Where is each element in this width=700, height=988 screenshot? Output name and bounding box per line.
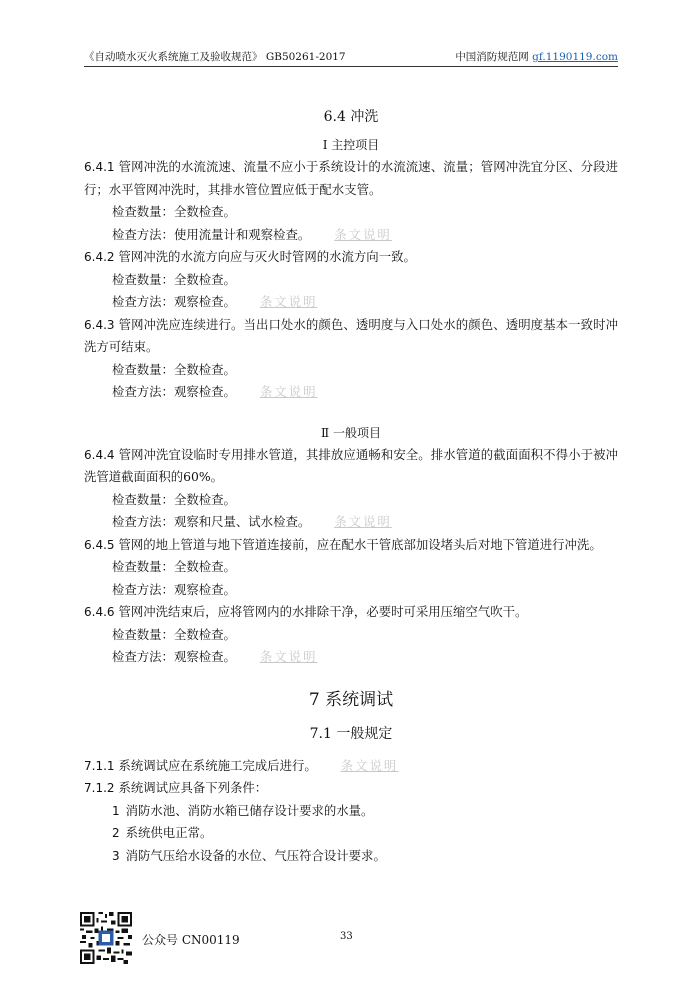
check-quantity: 检查数量：全数检查。: [112, 361, 236, 377]
clause-number: 6.4.6: [84, 605, 115, 619]
clause-6-4-1: [84, 156, 618, 201]
page-body: [84, 100, 618, 867]
header-site-name: 中国消防规范网: [455, 51, 529, 63]
explanation-link[interactable]: 条文说明: [259, 294, 318, 309]
clause-text: 管网冲洗的水流方向应与灭火时管网的水流方向一致。: [118, 249, 416, 264]
check-method-row: [84, 224, 618, 247]
chapter-title-7: 7 系统调试: [308, 689, 394, 710]
header-rule: [84, 66, 618, 67]
explanation-link[interactable]: 条文说明: [259, 649, 318, 664]
header-site-link[interactable]: gf.1190119.com: [532, 51, 618, 63]
clause-text: 管网冲洗应连续进行。当出口处水的颜色、透明度与入口处水的颜色、透明度基本一致时冲洗方可结束。: [84, 316, 618, 354]
clause-7-1-1: [84, 755, 618, 778]
group-title-main-items: Ⅰ 主控项目: [322, 138, 380, 152]
clause-number: 6.4.1: [84, 160, 115, 174]
list-item: [84, 845, 618, 868]
check-quantity: 检查数量：全数检查。: [112, 626, 236, 642]
check-method: 检查方法：观察检查。: [112, 294, 236, 309]
clause-number: 7.1.2: [84, 781, 115, 795]
page-header: [84, 50, 618, 66]
check-quantity: 检查数量：全数检查。: [112, 271, 236, 287]
check-method-row: [84, 291, 618, 314]
section-title-6-4: 6.4 冲洗: [323, 109, 379, 125]
list-item-text: 消防气压给水设备的水位、气压符合设计要求。: [125, 847, 386, 863]
check-method-row: [84, 381, 618, 404]
list-item: [84, 800, 618, 823]
group-title-general-items: Ⅱ 一般项目: [321, 425, 381, 440]
qr-code-icon: [80, 912, 132, 964]
check-method-row: [84, 511, 618, 534]
header-site: [455, 50, 618, 64]
check-quantity: 检查数量：全数检查。: [112, 559, 236, 574]
clause-7-1-2: [84, 777, 618, 800]
clause-number: 6.4.4: [84, 447, 115, 462]
spacer: [84, 404, 618, 424]
check-method: 检查方法：观察检查。: [112, 384, 236, 399]
clause-6-4-5: [84, 534, 618, 557]
clause-text: 管网冲洗结束后，应将管网内的水排除干净，必要时可采用压缩空气吹干。: [118, 604, 528, 619]
explanation-link[interactable]: 条文说明: [334, 514, 392, 529]
list-item-number: 3: [112, 848, 120, 863]
section-title-7-1: 7.1 一般规定: [309, 725, 393, 742]
check-method: 检查方法：使用流量计和观察检查。: [112, 226, 311, 242]
list-item-number: 1: [112, 803, 120, 818]
clause-number: 6.4.5: [84, 537, 115, 552]
check-quantity: 检查数量：全数检查。: [112, 491, 236, 507]
clause-text: 管网冲洗的水流流速、流量不应小于系统设计的水流流速、流量；管网冲洗宜分区、分段进行；水平管网冲洗时，其排水管位置应低于配水支管。: [84, 159, 618, 197]
list-item-text: 系统供电正常。: [125, 825, 213, 840]
clause-6-4-3: [84, 314, 618, 359]
check-method-row: [84, 646, 618, 669]
clause-text: 系统调试应在系统施工完成后进行。: [118, 757, 317, 773]
clause-6-4-6: [84, 601, 618, 624]
explanation-link[interactable]: 条文说明: [340, 757, 399, 773]
header-doc-title: 《自动喷水灭火系统施工及验收规范》 GB50261-2017: [84, 51, 346, 63]
check-method: 检查方法：观察检查。: [112, 649, 236, 664]
check-method: 检查方法：观察检查。: [112, 581, 236, 597]
check-method: 检查方法：观察和尺量、试水检查。: [112, 514, 311, 529]
check-quantity: 检查数量：全数检查。: [112, 204, 236, 219]
clause-number: 6.4.2: [84, 250, 115, 264]
wechat-account: 公众号 CN00119: [142, 933, 240, 947]
explanation-link[interactable]: 条文说明: [259, 384, 318, 399]
list-item-text: 消防水池、消防水箱已储存设计要求的水量。: [125, 802, 374, 818]
clause-6-4-4: [84, 444, 618, 489]
clause-text: 管网冲洗宜设临时专用排水管道，其排放应通畅和安全。排水管道的截面面积不得小于被冲洗管道截面面积的60%。: [84, 446, 618, 484]
page-number: 33: [340, 931, 353, 942]
clause-number: 6.4.3: [84, 317, 115, 332]
clause-number: 7.1.1: [84, 758, 115, 773]
clause-6-4-2: [84, 246, 618, 269]
explanation-link[interactable]: 条文说明: [334, 226, 392, 242]
clause-text: 系统调试应具备下列条件：: [118, 780, 268, 795]
list-item: [84, 822, 618, 845]
list-item-number: 2: [112, 826, 120, 840]
clause-text: 管网的地上管道与地下管道连接前，应在配水干管底部加设堵头后对地下管道进行冲洗。: [118, 536, 602, 552]
